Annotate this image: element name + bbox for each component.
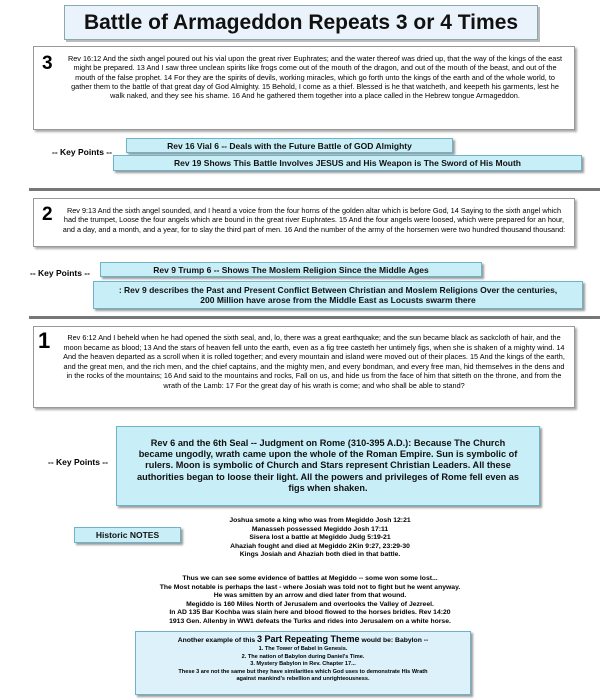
section-number: 1 [38,328,51,353]
theme-heading [136,634,470,644]
theme-item: 1. The Tower of Babel in Genesis. [258,646,348,652]
section-divider [29,188,600,191]
conclusion-line: 1913 Gen. Allenby in WW1 defeats the Turks and rides into Jerusalem on a white horse. [169,617,451,625]
theme-item: 2. The nation of Babylon during Daniel's Time. [241,653,365,660]
theme-emphasis: 3 Part Repeating Theme [257,634,360,644]
conclusion-line: In AD 135 Bar Kochba was slain here and blood flowed to the horses bridles. Rev 14:20 [169,609,451,617]
historic-note: Manasseh possessed Megiddo Josh 17:11 [251,525,389,533]
key-points-label: -- Key Points -- [52,147,112,157]
conclusion-line: Megiddo is 160 Miles North of Jerusalem and overlooks the Valley of Jezreel. [186,600,434,608]
historic-note: Kings Josiah and Ahaziah both died in that battle. [239,551,401,559]
historic-note: Sisera lost a battle at Megiddo Judg 5:19-21 [249,534,391,542]
key-points-label: -- Key Points -- [30,268,90,278]
conclusion-text [110,575,510,627]
theme-box [135,631,471,695]
key-point-box: : Rev 9 describes the Past and Present Conflict Between Christian and Moslem Religions Over the centuries, 200 Million have arose from the Middle East as Locusts swarm there [93,281,583,309]
theme-item: against mankind's rebellion and unrighteousness. [236,676,370,683]
theme-list [136,646,470,684]
theme-item: 3. Mystery Babylon in Rev. Chapter 17... [250,661,356,668]
scripture-text: Rev 6:12 And I beheld when he had opened the sixth seal, and, lo, there was a great earthquake; and the sun became black as sackcloth of hair, and the moon became as blood; 13 And the stars of heaven fell unto the earth, even as a fig tree casteth her untimely figs, when she is shaken of a mighty wind. 14 And the heaven departed as a scroll when it is rolled together; and every mountain and island were moved out of their places. 15 And the kings of the earth, and the great men, and the rich men, and the chief captains, and the mighty men, and every bondman, and every free man, hid themselves in the dens and in the rocks of the mountains; 16 And said to the mountains and rocks, Fall on us, and hide us from the face of him that sitteth on the throne, and from the wrath of the Lamb: 17 For the great day of his wrath is come; and who shall be able to stand? [63,333,565,390]
section-number: 3 [42,53,53,74]
historic-note: Joshua smote a king who was from Megiddo Josh 12:21 [229,517,411,524]
key-point-box: Rev 19 Shows This Battle Involves JESUS and His Weapon is The Sword of His Mouth [113,155,582,171]
section-divider [29,316,600,319]
key-point-box: Rev 6 and the 6th Seal -- Judgment on Rome (310-395 A.D.): Because The Church became ungodly, wrath came upon the whole of the Roman Empire. Sun is symbolic of rulers. Moon is symbolic of Church and Stars represent Christian Leaders. All these authorities began to loose their light. All the powers and privileges of Rome fell even as figs when shaken. [116,426,540,506]
theme-item: These 3 are not the same but they have similarities which God uses to demonstrate His Wrath [178,668,428,675]
conclusion-line: Thus we can see some evidence of battles at Megiddo -- some won some lost... [182,575,438,582]
historic-notes-label: Historic NOTES [74,527,181,543]
theme-intro: Another example of this [177,637,256,644]
historic-notes-lines [190,517,450,560]
conclusion-line: He was smitten by an arrow and died later from that wound. [213,592,407,600]
section-number: 2 [42,204,53,225]
scripture-text: Rev 16:12 And the sixth angel poured out his vial upon the great river Euphrates; and the water thereof was dried up, that the way of the kings of the east might be prepared. 13 And I saw three unclean spirits like frogs come out of the mouth of the dragon, and out of the mouth of the beast, and out of the mouth of the false prophet. 14 For they are the spirits of devils, working miracles, which go forth unto the kings of the earth and of the whole world, to gather them to the battle of that great day of God Almighty. 15 Behold, I come as a thief. Blessed is he that watcheth, and keepeth his garments, lest he walk naked, and they see his shame. 16 And he gathered them together into a place called in the Hebrew tongue Armageddon. [67,54,563,101]
theme-outro: would be: Babylon -- [361,637,429,644]
page-title: Battle of Armageddon Repeats 3 or 4 Times [64,5,538,40]
key-point-box: Rev 9 Trump 6 -- Shows The Moslem Religion Since the Middle Ages [100,262,482,277]
key-point-box: Rev 16 Vial 6 -- Deals with the Future Battle of GOD Almighty [126,138,453,153]
key-points-label: -- Key Points -- [48,457,108,467]
scripture-text: Rev 9:13 And the sixth angel sounded, and I heard a voice from the four horns of the golden altar which is before God, 14 Saying to the sixth angel which had the trumpet, Loose the four angels which are bound in the great river Euphrates. 15 And the four angels were loosed, which were prepared for an hour, and a day, and a month, and a year, for to slay the third part of men. 16 And the number of the army of the horsemen were two hundred thousand thousand: [62,206,566,234]
historic-note: Ahaziah fought and died at Megiddo 2Kin 9:27, 23:29-30 [230,542,410,550]
conclusion-line: The Most notable is perhaps the last - where Josiah was told not to fight but he went anyway. [159,583,461,591]
